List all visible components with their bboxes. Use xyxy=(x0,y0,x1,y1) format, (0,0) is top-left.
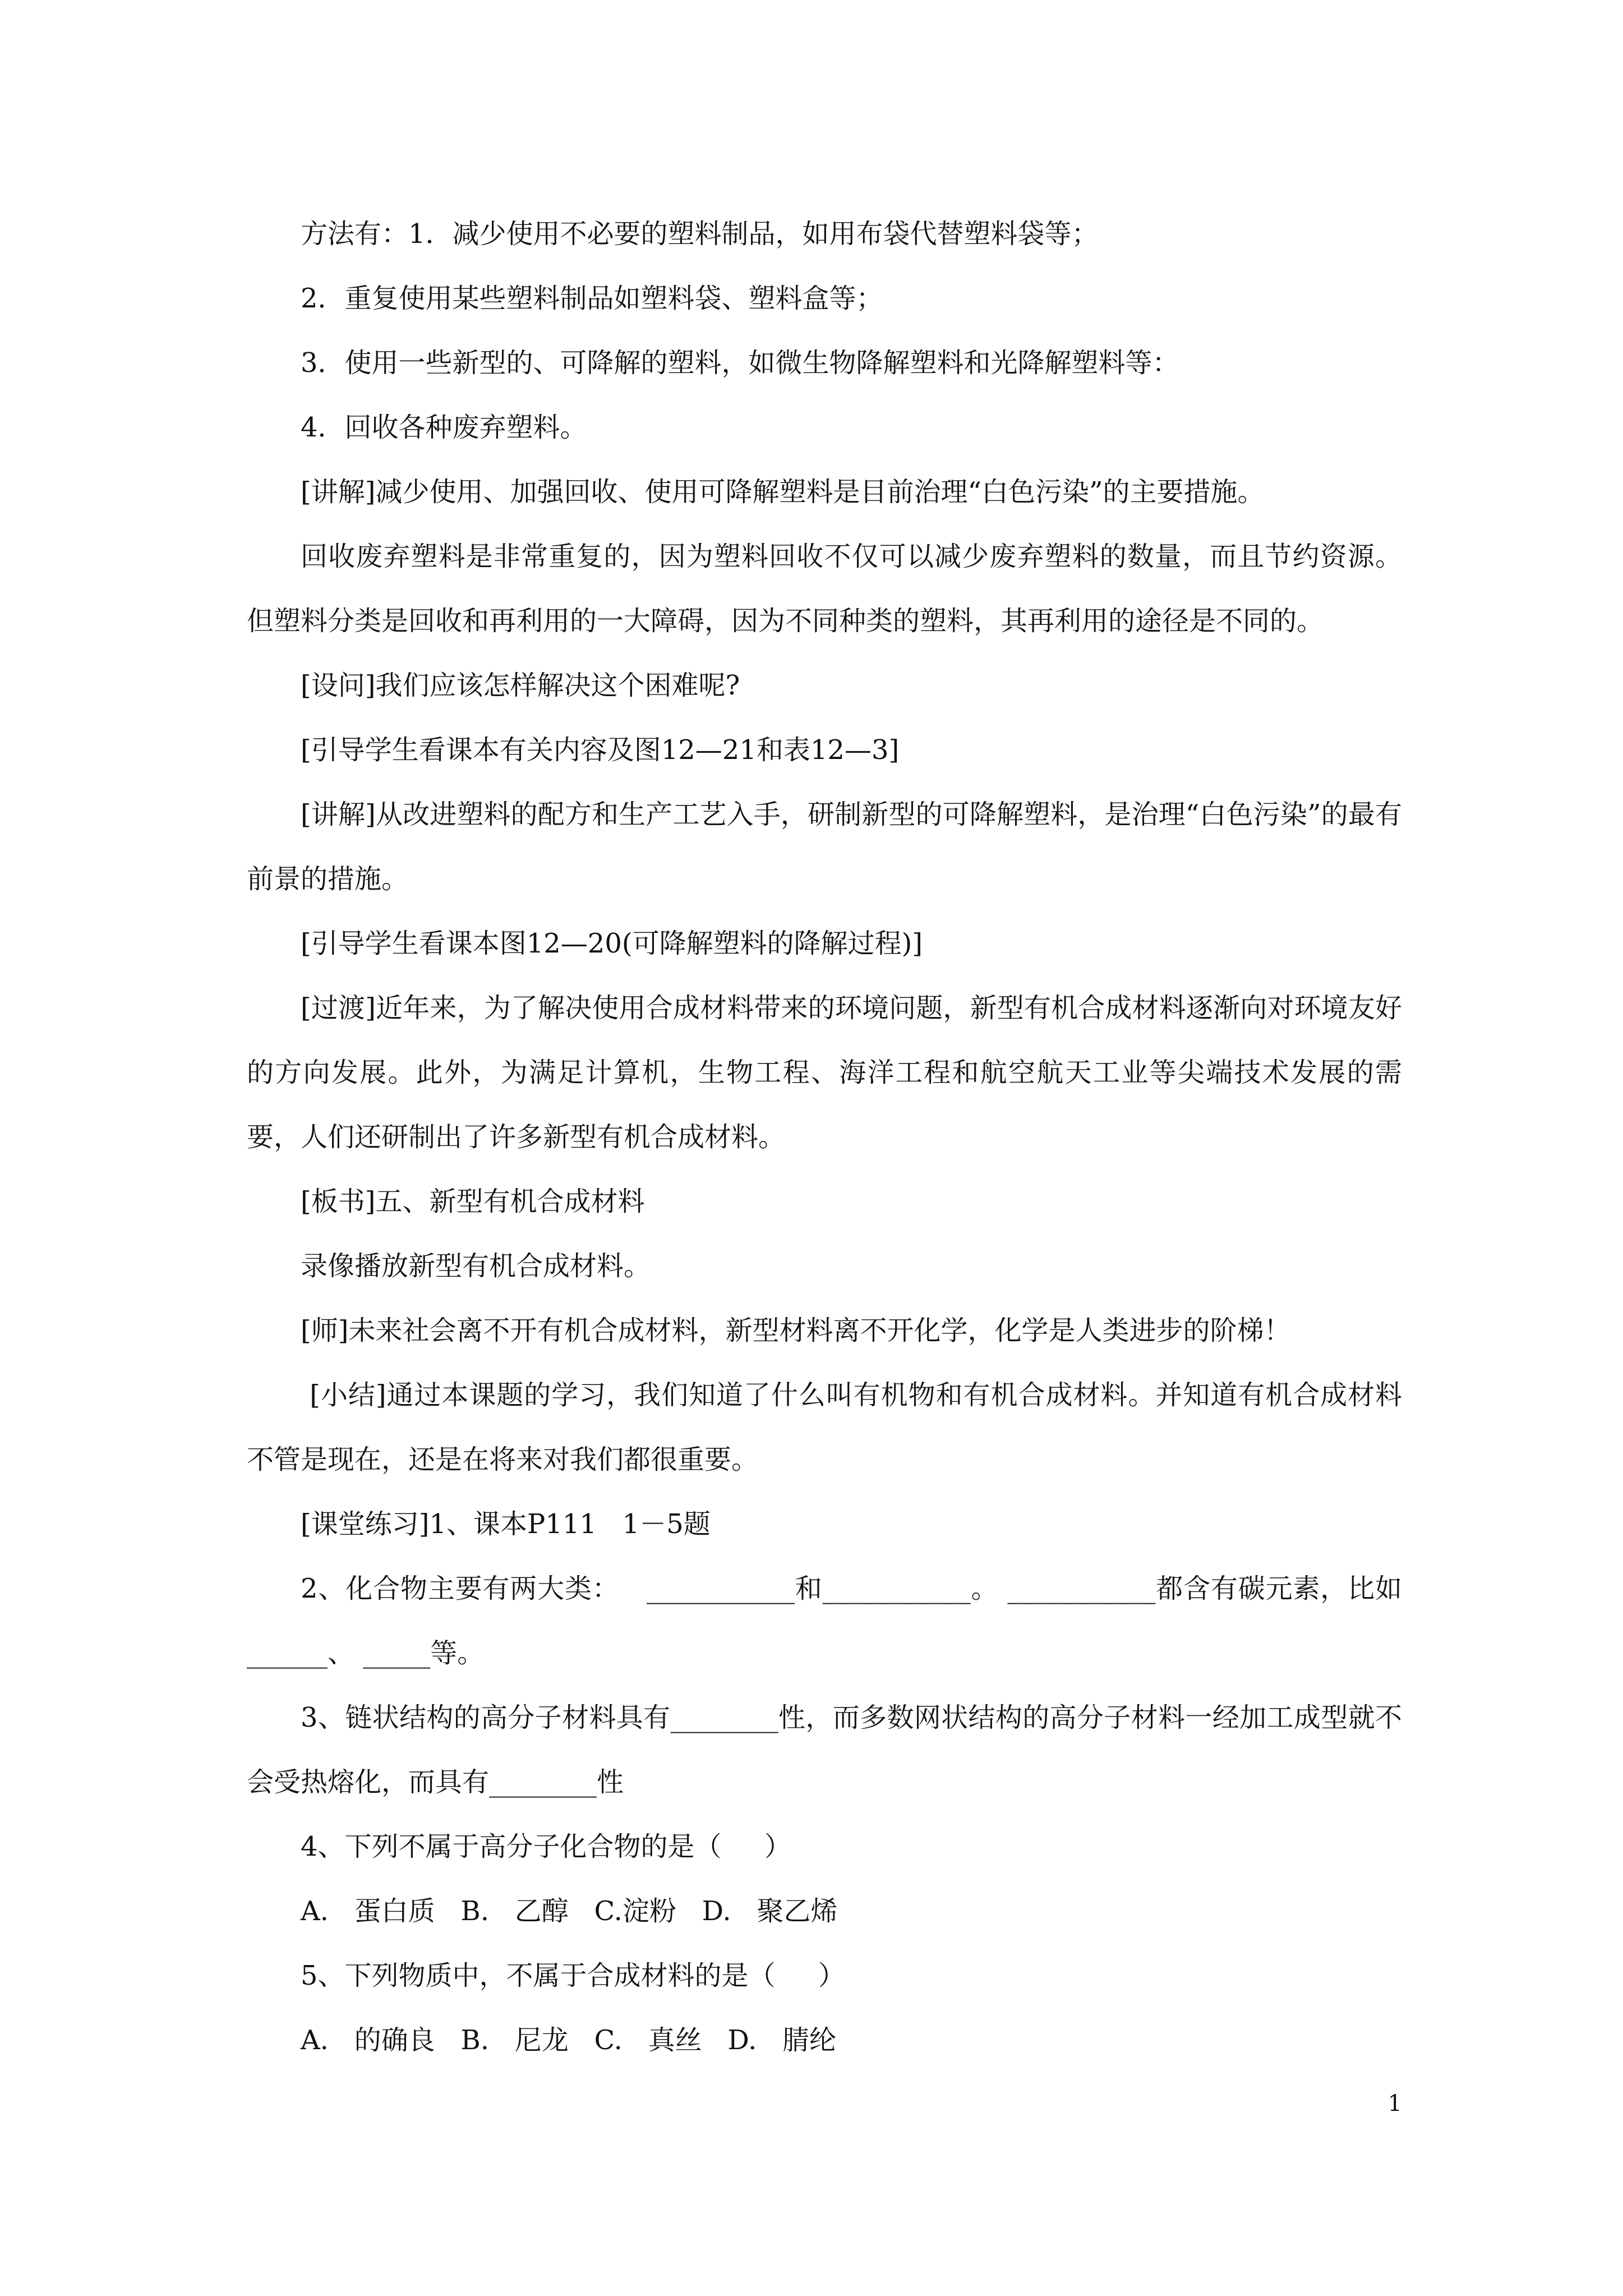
paragraph-guide-2: [引导学生看课本图12—20(可降解塑料的降解过程)] xyxy=(301,928,923,959)
paragraph-exercise-5-options: A. 的确良 B. 尼龙 C. 真丝 D. 腈纶 xyxy=(301,2024,837,2056)
paragraph-exercise-3: 3、链状结构的高分子材料具有________性，而多数网状结构的高分子材料一经加工成型就不会受热熔化，而具有________性 xyxy=(247,1702,1402,1798)
paragraph-methods-intro: 方法有：1．减少使用不必要的塑料制品，如用布袋代替塑料袋等； xyxy=(301,218,1099,250)
paragraph-recycling: 回收废弃塑料是非常重复的，因为塑料回收不仅可以减少废弃塑料的数量，而且节约资源。但塑料分类是回收和再利用的一大障碍，因为不同种类的塑料，其再利用的途径是不同的。 xyxy=(247,541,1402,637)
body-text xyxy=(247,202,1402,2073)
paragraph-method-3: 3．使用一些新型的、可降解的塑料，如微生物降解塑料和光降解塑料等： xyxy=(301,347,1179,379)
paragraph-exercise-2: 2、化合物主要有两大类： ___________和___________。 ___________都含有碳元素，比如______、 _____等。 xyxy=(247,1573,1402,1669)
paragraph-summary: [小结]通过本课题的学习，我们知道了什么叫有机物和有机合成材料。并知道有机合成材料不管是现在，还是在将来对我们都很重要。 xyxy=(247,1379,1402,1475)
paragraph-transition: [过渡]近年来，为了解决使用合成材料带来的环境问题，新型有机合成材料逐渐向对环境友好的方向发展。此外，为满足计算机，生物工程、海洋工程和航空航天工业等尖端技术发展的需要，人们还研制出了许多新型有机合成材料。 xyxy=(247,992,1402,1153)
paragraph-method-2: 2．重复使用某些塑料制品如塑料袋、塑料盒等； xyxy=(301,283,883,314)
paragraph-board: [板书]五、新型有机合成材料 xyxy=(301,1186,645,1217)
paragraph-exercise-5: 5、下列物质中，不属于合成材料的是（ ） xyxy=(301,1960,845,1991)
paragraph-exercise-4: 4、下列不属于高分子化合物的是（ ） xyxy=(301,1831,791,1862)
paragraph-video: 录像播放新型有机合成材料。 xyxy=(301,1250,651,1282)
paragraph-exercise-1: [课堂练习]1、课本P111 1－5题 xyxy=(301,1508,711,1540)
page-number: 1 xyxy=(1387,2091,1402,2116)
paragraph-lecture-1: [讲解]减少使用、加强回收、使用可降解塑料是目前治理“白色污染”的主要措施。 xyxy=(301,476,1265,508)
paragraph-guide-1: [引导学生看课本有关内容及图12—21和表12—3] xyxy=(301,734,900,766)
paragraph-question: [设问]我们应该怎样解决这个困难呢? xyxy=(301,670,740,701)
paragraph-exercise-4-options: A. 蛋白质 B. 乙醇 C.淀粉 D. 聚乙烯 xyxy=(301,1895,838,1927)
paragraph-lecture-2: [讲解]从改进塑料的配方和生产工艺入手，研制新型的可降解塑料，是治理“白色污染”的最有前景的措施。 xyxy=(247,799,1402,895)
paragraph-method-4: 4．回收各种废弃塑料。 xyxy=(301,412,587,443)
paragraph-teacher: [师]未来社会离不开有机合成材料，新型材料离不开化学，化学是人类进步的阶梯！ xyxy=(301,1315,1291,1346)
